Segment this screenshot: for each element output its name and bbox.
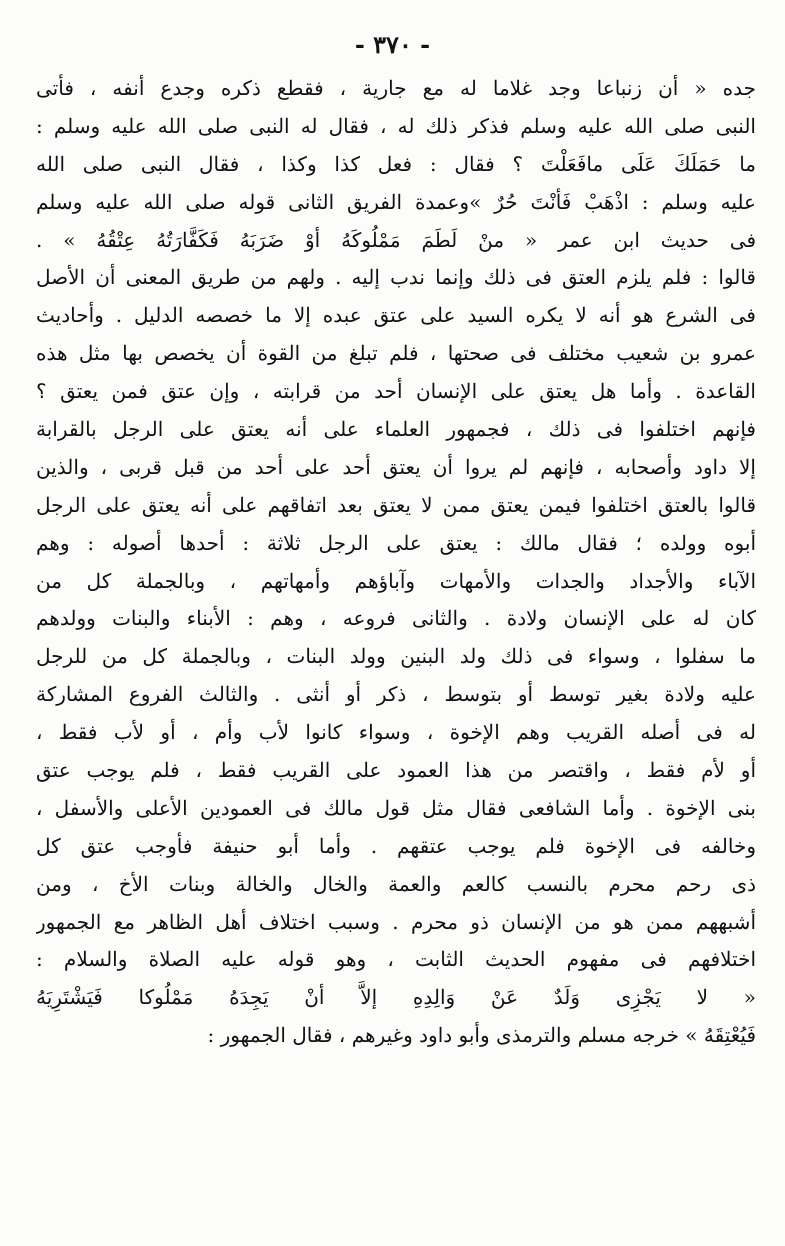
- text-line: ما سفلوا ، وسواء فى ذلك ولد البنين وولد البنات ، وبالجملة كل من للرجل: [36, 644, 756, 669]
- text-line: « لا يَجْزِى وَلَدٌ عَنْ وَالِدِهِ إلاَّ أنْ يَجِدَهُ مَمْلُوكا فَيَشْتَرِيَهُ: [36, 985, 756, 1010]
- text-line: أشبههم ممن هو من الإنسان ذو محرم . وسبب اختلاف أهل الظاهر مع الجمهور: [36, 909, 756, 934]
- text-line: فَيُعْتِقَهُ » خرجه مسلم والترمذى وأبو داود وغيرهم ، فقال الجمهور :: [207, 1023, 756, 1048]
- text-line: أو لأم فقط ، واقتصر من هذا العمود على القريب فقط ، فلم يوجب عتق: [36, 758, 756, 783]
- text-line: جده « أن زنباعا وجد غلاما له مع جارية ، فقطع ذكره وجدع أنفه ، فأتى: [36, 76, 756, 100]
- text-line: له فى أصله القريب وهم الإخوة ، وسواء كانوا لأب وأم ، أو لأب فقط ،: [36, 720, 756, 745]
- text-line: وخالفه فى الإخوة فلم يوجب عتقهم . وأما أبو حنيفة فأوجب عتق كل: [36, 833, 756, 858]
- text-line: النبى صلى الله عليه وسلم فذكر ذلك له ، فقال له النبى صلى الله عليه وسلم :: [36, 113, 756, 138]
- body-text: [36, 70, 756, 1055]
- text-line: القاعدة . وأما هل يعتق على الإنسان أحد من قرابته ، وإن عتق فمن يعتق ؟: [36, 379, 756, 404]
- text-line: فى الشرع هو أنه لا يكره السيد على عتق عبده إلا ما خصصه الدليل . وأحاديث: [36, 303, 756, 328]
- text-line: أبوه وولده ؛ فقال مالك : يعتق على الرجل ثلاثة : أحدها أصوله : وهم: [36, 530, 756, 555]
- text-line: ذى رحم محرم بالنسب كالعم والعمة والخال والخالة وبنات الأخ ، ومن: [36, 871, 756, 896]
- text-line: قالوا بالعتق اختلفوا فيمن يعتق ممن لا يعتق بعد اتفاقهم على أنه يعتق على الرجل: [36, 492, 756, 517]
- text-line: فى حديث ابن عمر « منْ لَطَمَ مَمْلُوكَهُ أوْ ضَرَبَهُ فَكَفَّارَتُهُ عِتْقُهُ » .: [36, 227, 756, 252]
- text-line: فإنهم اختلفوا فى ذلك ، فجمهور العلماء على أنه يعتق على الرجل بالقرابة: [36, 417, 756, 442]
- text-line: الآباء والأجداد والجدات والأمهات وآباؤهم وأمهاتهم ، وبالجملة كل من: [36, 568, 756, 593]
- text-line: اختلافهم فى مفهوم الحديث الثابت ، وهو قوله عليه الصلاة والسلام :: [36, 947, 756, 972]
- text-line: عليه وسلم : اذْهَبْ فَأنْتَ حُرٌ »وعمدة الفريق الثانى قوله صلى الله عليه وسلم: [36, 189, 756, 214]
- page-number: - ٣٧٠ -: [354, 30, 431, 59]
- text-line: عليه ولادة بغير توسط أو بتوسط ، ذكر أو أنثى . والثالث الفروع المشاركة: [36, 682, 756, 707]
- text-line: إلا داود وأصحابه ، فإنهم لم يروا أن يعتق أحد على أحد من قبل قربى ، والذين: [36, 454, 756, 479]
- text-line: بنى الإخوة . وأما الشافعى فقال مثل قول مالك فى العمودين الأعلى والأسفل ،: [36, 795, 756, 820]
- text-line: ما حَمَلَكَ عَلَى مافَعَلْتَ ؟ فقال : فعل كذا وكذا ، فقال النبى صلى الله: [36, 151, 756, 176]
- text-line: عمرو بن شعيب مختلف فى صحتها ، فلم تبلغ من القوة أن يخصص بها مثل هذه: [36, 341, 756, 366]
- text-line: قالوا : فلم يلزم العتق فى ذلك وإنما ندب إليه . ولهم من طريق المعنى أن الأصل: [36, 265, 756, 290]
- text-line: كان له على الإنسان ولادة . والثانى فروعه ، وهم : الأبناء والبنات وولدهم: [36, 606, 756, 631]
